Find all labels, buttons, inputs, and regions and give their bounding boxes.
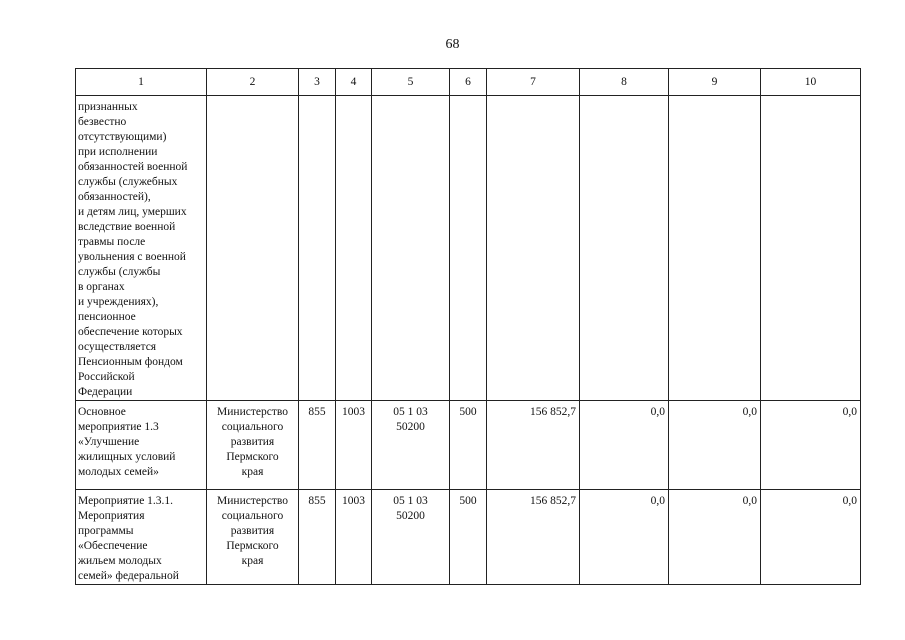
column-number-row (76, 69, 861, 96)
column-header: 8 (580, 69, 669, 96)
executor-cell: Министерство социального развития Пермского края (207, 490, 299, 585)
amount-cell (669, 96, 761, 401)
amount-cell: 0,0 (580, 401, 669, 490)
amount-cell: 0,0 (669, 401, 761, 490)
code-cell: 05 1 03 50200 (372, 401, 450, 490)
table-row (76, 490, 861, 585)
budget-table (75, 68, 861, 585)
table-row (76, 401, 861, 490)
code-cell (299, 96, 336, 401)
description-cell: признанных безвестно отсутствующими) при исполнении обязанностей военной службы (служебных обязанностей), и детям лиц, умерших вследствие военной травмы после увольнения с военной службы (службы в органах и учреждениях), пенсионное обеспечение которых осуществляется Пенсионным фондом Российской Федерации (76, 96, 207, 401)
column-header: 9 (669, 69, 761, 96)
amount-cell (580, 96, 669, 401)
executor-cell: Министерство социального развития Пермского края (207, 401, 299, 490)
description-cell: Мероприятие 1.3.1. Мероприятия программы «Обеспечение жильем молодых семей» федеральной (76, 490, 207, 585)
column-header: 7 (487, 69, 580, 96)
column-header: 2 (207, 69, 299, 96)
amount-cell: 156 852,7 (487, 490, 580, 585)
amount-cell (487, 96, 580, 401)
amount-cell: 0,0 (761, 490, 861, 585)
executor-cell (207, 96, 299, 401)
amount-cell: 0,0 (669, 490, 761, 585)
amount-cell: 0,0 (580, 490, 669, 585)
column-header: 10 (761, 69, 861, 96)
column-header: 4 (336, 69, 372, 96)
code-cell: 855 (299, 401, 336, 490)
code-cell: 500 (450, 401, 487, 490)
table-row (76, 96, 861, 401)
description-cell: Основное мероприятие 1.3 «Улучшение жилищных условий молодых семей» (76, 401, 207, 490)
amount-cell: 0,0 (761, 401, 861, 490)
page-number: 68 (445, 37, 460, 52)
code-cell (336, 96, 372, 401)
code-cell (372, 96, 450, 401)
code-cell: 500 (450, 490, 487, 585)
code-cell: 855 (299, 490, 336, 585)
code-cell: 1003 (336, 401, 372, 490)
amount-cell: 156 852,7 (487, 401, 580, 490)
amount-cell (761, 96, 861, 401)
code-cell: 05 1 03 50200 (372, 490, 450, 585)
column-header: 1 (76, 69, 207, 96)
code-cell (450, 96, 487, 401)
code-cell: 1003 (336, 490, 372, 585)
column-header: 5 (372, 69, 450, 96)
column-header: 3 (299, 69, 336, 96)
column-header: 6 (450, 69, 487, 96)
